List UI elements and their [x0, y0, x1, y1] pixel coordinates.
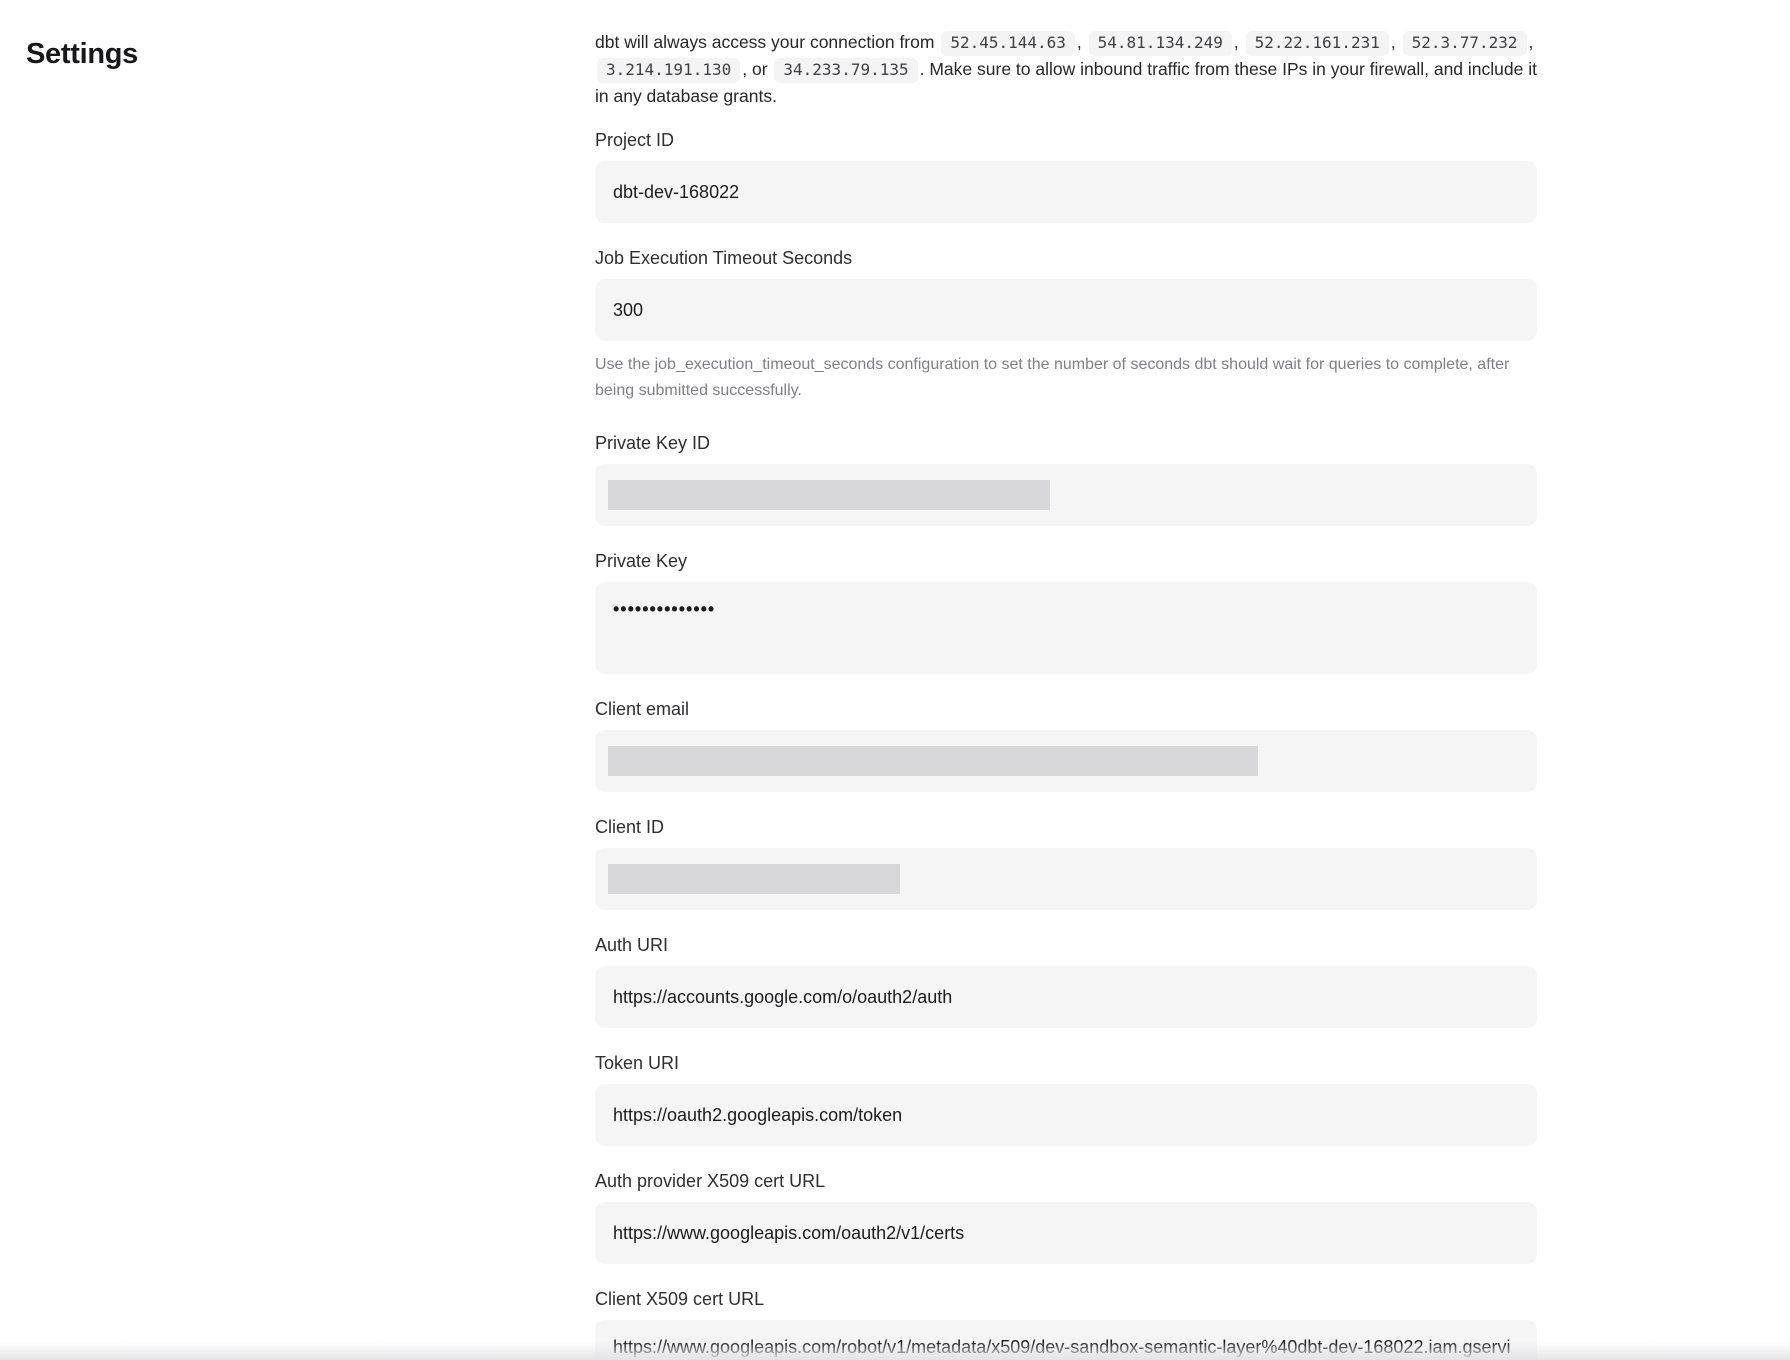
page-title: Settings: [26, 38, 138, 70]
job-execution-timeout-seconds-help-text: Use the job_execution_timeout_seconds configuration to set the number of seconds dbt should wait for queries to complete, after being submitted successfully.: [595, 356, 1510, 399]
token-uri-label: Token URI: [595, 1053, 680, 1073]
field-client-email: [595, 698, 1537, 792]
auth-provider-x509-cert-url-input[interactable]: [595, 1202, 1537, 1264]
private-key-input[interactable]: [595, 582, 1537, 674]
auth-uri-input[interactable]: [595, 966, 1537, 1028]
fields-container: [595, 129, 1537, 1360]
job-execution-timeout-seconds-label: Job Execution Timeout Seconds: [595, 248, 853, 268]
ip-badge: 52.22.161.231: [1246, 31, 1389, 56]
field-private-key: [595, 550, 1537, 674]
auth-uri-label: Auth URI: [595, 935, 669, 955]
client-x509-cert-url-input[interactable]: [595, 1320, 1537, 1360]
private-key-id-redacted-value-bar: [608, 480, 1050, 510]
client-id-input[interactable]: [595, 848, 1537, 910]
ip-badge: 52.45.144.63: [941, 31, 1075, 56]
connection-ip-notice: dbt will always access your connection from 52.45.144.63 , 54.81.134.249 , 52.22.161.231 , 52.3.77.232 , 3.214.191.130 , or 34.233.79.135 . Make sure to allow inbound traffic from these IPs in your firewall, and include it in any database grants.: [595, 32, 1537, 106]
field-auth-provider-x509-cert-url: [595, 1170, 1537, 1264]
ip-badge: 3.214.191.130: [597, 58, 740, 83]
settings-form: [595, 0, 1537, 1360]
client-email-redacted-value-bar: [608, 746, 1258, 776]
client-id-label: Client ID: [595, 817, 665, 837]
ip-badge: 54.81.134.249: [1089, 31, 1232, 56]
field-token-uri: [595, 1052, 1537, 1146]
client-id-redacted-value-bar: [608, 864, 900, 894]
field-job-execution-timeout-seconds: [595, 247, 1537, 404]
field-client-x509-cert-url: [595, 1288, 1537, 1360]
auth-provider-x509-cert-url-label: Auth provider X509 cert URL: [595, 1171, 826, 1191]
job-execution-timeout-seconds-input[interactable]: [595, 279, 1537, 341]
field-client-id: [595, 816, 1537, 910]
ip-badge: 34.233.79.135: [774, 58, 917, 83]
token-uri-input[interactable]: [595, 1084, 1537, 1146]
client-x509-cert-url-label: Client X509 cert URL: [595, 1289, 765, 1309]
client-email-label: Client email: [595, 699, 690, 719]
private-key-label: Private Key: [595, 551, 688, 571]
ip-badge: 52.3.77.232: [1403, 31, 1527, 56]
field-auth-uri: [595, 934, 1537, 1028]
project-id-label: Project ID: [595, 130, 675, 150]
client-email-input[interactable]: [595, 730, 1537, 792]
field-private-key-id: [595, 432, 1537, 526]
private-key-id-label: Private Key ID: [595, 433, 711, 453]
private-key-id-input[interactable]: [595, 464, 1537, 526]
field-project-id: [595, 129, 1537, 223]
project-id-input[interactable]: [595, 161, 1537, 223]
